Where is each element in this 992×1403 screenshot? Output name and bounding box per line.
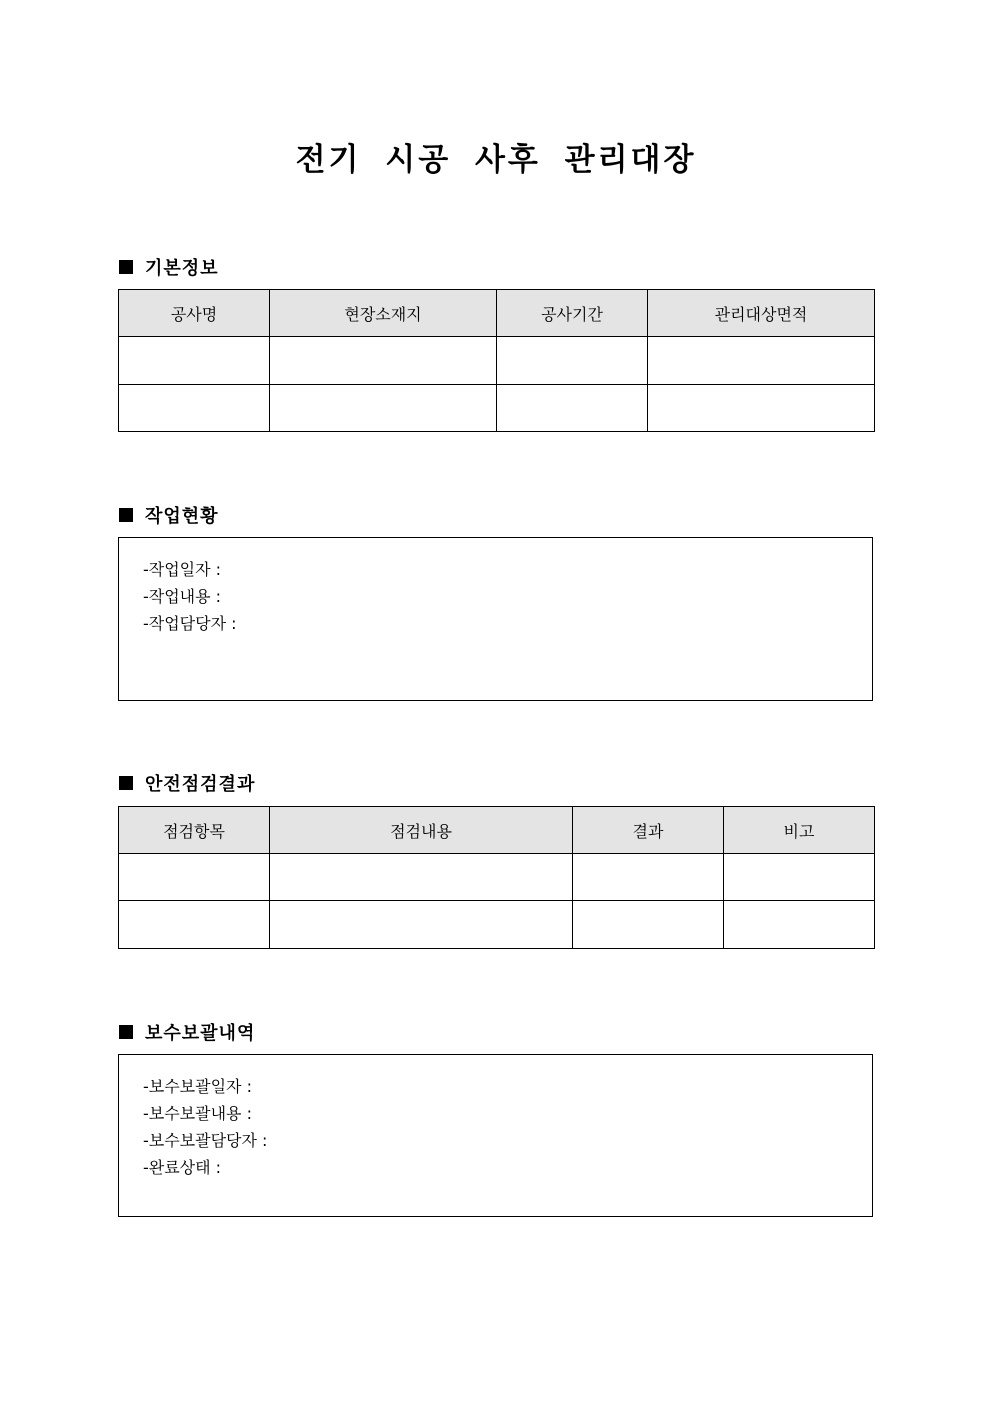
table-row xyxy=(119,901,875,949)
table-cell[interactable] xyxy=(648,337,875,385)
table-cell[interactable] xyxy=(119,901,270,949)
table-cell[interactable] xyxy=(119,337,270,385)
repair-manager-label: -보수보괄담당자 : xyxy=(143,1131,268,1150)
table-cell[interactable] xyxy=(724,901,875,949)
table-cell[interactable] xyxy=(270,901,573,949)
page-title: 전기 시공 사후 관리대장 xyxy=(295,142,697,178)
table-cell[interactable] xyxy=(497,385,648,432)
section-heading-repair-history xyxy=(119,1019,255,1045)
table-cell[interactable] xyxy=(270,854,573,901)
table-cell[interactable] xyxy=(270,337,497,385)
column-header: 점검내용 xyxy=(270,807,573,854)
section-heading-safety-check xyxy=(119,770,255,796)
table-row xyxy=(119,854,875,901)
square-bullet-icon xyxy=(119,260,133,274)
table-cell[interactable] xyxy=(648,385,875,432)
table-header-row xyxy=(119,807,875,854)
safety-check-table xyxy=(118,806,875,949)
section-heading-basic-info xyxy=(119,254,219,280)
work-manager-label: -작업담당자 : xyxy=(143,614,237,633)
table-cell[interactable] xyxy=(573,901,724,949)
table-header-row xyxy=(119,290,875,337)
table-cell[interactable] xyxy=(573,854,724,901)
section-heading-work-status xyxy=(119,502,219,528)
repair-date-label: -보수보괄일자 : xyxy=(143,1077,252,1096)
basic-info-table xyxy=(118,289,875,432)
table-cell[interactable] xyxy=(270,385,497,432)
column-header: 점검항목 xyxy=(119,807,270,854)
table-cell[interactable] xyxy=(497,337,648,385)
column-header: 공사기간 xyxy=(497,290,648,337)
column-header: 관리대상면적 xyxy=(648,290,875,337)
table-cell[interactable] xyxy=(119,854,270,901)
table-cell[interactable] xyxy=(119,385,270,432)
work-date-label: -작업일자 : xyxy=(143,560,222,579)
table-cell[interactable] xyxy=(724,854,875,901)
section-heading-label: 보수보괄내역 xyxy=(145,1023,256,1044)
square-bullet-icon xyxy=(119,1025,133,1039)
table-row xyxy=(119,337,875,385)
section-heading-label: 기본정보 xyxy=(145,258,219,279)
repair-history-box xyxy=(118,1054,873,1217)
square-bullet-icon xyxy=(119,776,133,790)
section-heading-label: 안전점검결과 xyxy=(145,774,256,795)
column-header: 비고 xyxy=(724,807,875,854)
table-row xyxy=(119,385,875,432)
square-bullet-icon xyxy=(119,508,133,522)
column-header: 결과 xyxy=(573,807,724,854)
repair-content-label: -보수보괄내용 : xyxy=(143,1104,252,1123)
column-header: 공사명 xyxy=(119,290,270,337)
completion-status-label: -완료상태 : xyxy=(143,1158,222,1177)
work-status-box xyxy=(118,537,873,701)
column-header: 현장소재지 xyxy=(270,290,497,337)
section-heading-label: 작업현황 xyxy=(145,506,219,527)
work-content-label: -작업내용 : xyxy=(143,587,222,606)
